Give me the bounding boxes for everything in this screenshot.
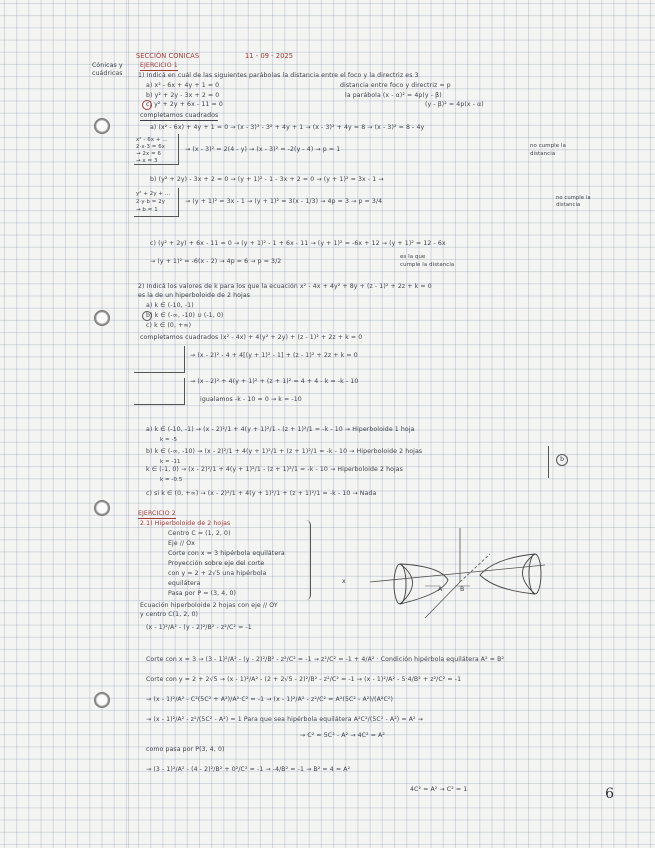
note: la parábola (x - α)² = 4p(y - β)	[345, 92, 442, 99]
side-note: → 2x = 6	[136, 151, 162, 157]
margin-line	[128, 0, 129, 848]
side-note: → x = 3	[136, 158, 158, 164]
margin-note: Cónicas y	[92, 62, 123, 69]
option-selected: b) k ∈ (-∞, -10) ∪ (-1, 0)	[146, 312, 224, 319]
option: c) k ∈ (0, +∞)	[146, 322, 192, 329]
axis-label: x	[342, 578, 346, 585]
question-1: 1) Indicá en cuál de las siguientes parábolas la distancia entre el foco y la directriz es 3	[138, 72, 419, 79]
exercise-2-heading: EJERCICIO 2	[138, 510, 176, 517]
condition: Eje // Ox	[168, 540, 195, 547]
work-line: → (x - 1)²/A² - C²(5C² + A²)/A²·C² = -1 → (x - 1)²/A² - z²/C² = A²(5C² - A²)/(A²C²)	[146, 696, 394, 703]
page-date: 11 - 09 - 2025	[245, 52, 294, 60]
work-line: → (x - 2)² - 4 + 4[(y + 1)² - 1] + (z - 1)² + 2z + k = 0	[190, 352, 358, 359]
side-note: → b = 1	[136, 207, 158, 213]
answer-mark: b	[556, 454, 568, 466]
note: (y - β)² = 4p(x - α)	[425, 101, 484, 108]
item-heading: 2.1) Hiperboloide de 2 hojas	[140, 520, 231, 527]
side-box	[134, 378, 185, 405]
condition: Proyección sobre eje del corte	[168, 560, 265, 567]
selected-circle	[142, 311, 152, 321]
margin-note: cuádricas	[92, 70, 123, 77]
question-2: 2) Indicá los valores de k para los que la ecuación x² - 4x + 4y² + 8y + (z - 1)² + 2z + k = 0	[138, 283, 432, 290]
work-line: c) (y² + 2y) + 6x - 11 = 0 → (y + 1)² - 1 + 6x - 11 → (y + 1)² = -6x + 12 → (y + 1)² = 12 - 6x	[150, 240, 446, 247]
side-note: x² - 6x + ...	[136, 137, 168, 143]
side-note: es la que	[400, 254, 426, 260]
note: distancia entre foco y directriz = p	[340, 82, 451, 89]
option: b) y² + 2y - 3x + 2 = 0	[146, 92, 220, 99]
side-note: no cumple la	[530, 143, 567, 149]
question-2: es la de un hiperboloide de 2 hojas	[138, 292, 251, 299]
side-box	[134, 134, 179, 165]
condition: Centro C = (1, 2, 0)	[168, 530, 231, 537]
work-line: → C² = 5C² - A² → 4C² = A²	[300, 732, 385, 739]
option-selected: c) y² + 2y + 6x - 11 = 0	[146, 101, 223, 108]
case-line: k ∈ (-1, 0) → (x - 2)²/1 + 4(y + 1)²/1 - (z + 1)²/1 = -k - 10 → Hiperboloide 2 hojas	[146, 466, 404, 473]
binder-hole	[94, 500, 110, 516]
work-line: → (x - 1)²/A² - z²/(5C² - A²) = 1 Para que sea hipérbola equilátera A²C²/(5C² - A²) = A² →	[146, 716, 423, 723]
work-line: y centro C(1, 2, 0)	[140, 611, 199, 618]
work-line: igualamos -k - 10 = 0 → k = -10	[200, 396, 302, 403]
side-note: y² + 2y + ...	[136, 191, 171, 197]
case-value: k = -0.5	[160, 477, 183, 483]
condition: equilátera	[168, 580, 201, 587]
hyperboloid-sketch	[330, 520, 560, 630]
case-value: k = -11	[160, 459, 181, 465]
work-line: Corte con x = 3 → (3 - 1)²/A² - (y - 2)²/B² - z²/C² = -1 → z²/C² = -1 + 4/A² · Condición hipérbola equilátera A² = B²	[146, 656, 505, 663]
work-line: → (3 - 1)²/A² - (4 - 2)²/B² + 0²/C² = -1 → -4/B² = -1 → B² = 4 = A²	[146, 766, 351, 773]
point-label: A	[438, 586, 443, 593]
work-line: Corte con y = 2 + 2√5 → (x - 1)²/A² - (2 + 2√5 - 2)²/B² - z²/C² = -1 → (x - 1)²/A² - 5·4/B² + z²/C² = -1	[146, 676, 462, 683]
side-note: 2·x·3 = 6x	[136, 144, 166, 150]
case-value: k = -5	[160, 437, 178, 443]
subheading: completamos cuadrados	[140, 112, 219, 119]
work-line: → (x - 2)² + 4(y + 1)² + (z + 1)² = 4 + 4 - k = -k - 10	[190, 378, 359, 385]
page-number: 6	[605, 786, 614, 802]
work-line: → (y + 1)² = 3x - 1 → (y + 1)² = 3(x - 1/3) → 4p = 3 → p = 3/4	[185, 198, 383, 205]
equation: (x - 1)²/A² - (y - 2)²/B² - z²/C² = -1	[146, 624, 252, 631]
exercise-1-heading: EJERCICIO 1	[140, 62, 178, 69]
condition: Pasa por P = (3, 4, 0)	[168, 590, 237, 597]
binder-hole	[94, 118, 110, 134]
work-line: b) (y² + 2y) - 3x + 2 = 0 → (y + 1)² - 1 - 3x + 2 = 0 → (y + 1)² = 3x - 1 →	[150, 176, 384, 183]
work-line: Ecuación hiperboloide 2 hojas con eje // OY	[140, 602, 278, 609]
side-note: distancia	[530, 151, 556, 157]
binder-hole	[94, 310, 110, 326]
case-line: a) k ∈ (-10, -1) → (x - 2)²/1 + 4(y + 1)²/1 - (z + 1)²/1 = -k - 10 → Hiperboloide 1 hoja	[146, 426, 415, 433]
condition: con y = 2 + 2√5 una hipérbola	[168, 570, 267, 577]
case-line: b) k ∈ (-∞, -10) → (x - 2)²/1 + 4(y + 1)²/1 + (z + 1)²/1 = -k - 10 → Hiperboloide 2 hojas	[146, 448, 423, 455]
page-title: SECCIÓN CONICAS	[136, 52, 200, 60]
condition: Corte con x = 3 hipérbola equilátera	[168, 550, 285, 557]
side-box	[134, 188, 179, 217]
work-line: → (x - 3)² = 2(4 - y) → (x - 3)² = -2(y - 4) → p = 1	[185, 146, 341, 153]
brace	[306, 520, 311, 600]
work-line: como pasa por P(3, 4, 0)	[146, 746, 225, 753]
case-line: c) si k ∈ (0, +∞) → (x - 2)²/1 + 4(y + 1)²/1 + (z + 1)²/1 = -k - 10 → Nada	[146, 490, 377, 497]
work-line: → (y + 1)² = -6(x - 2) → 4p = 6 → p = 3/2	[150, 258, 282, 265]
work-line: 4C² = A² → C² = 1	[410, 786, 468, 793]
brace	[548, 446, 551, 478]
option: a) x² - 6x + 4y + 1 = 0	[146, 82, 220, 89]
side-box	[134, 346, 185, 373]
side-note: cumple la distancia	[400, 262, 455, 268]
side-note: distancia	[556, 202, 581, 208]
subheading: completamos cuadrados (x² - 4x) + 4(y² + 2y) + (z - 1)² + 2z + k = 0	[140, 334, 363, 341]
work-line: a) (x² - 6x) + 4y + 1 = 0 → (x - 3)² - 3² + 4y + 1 → (x - 3)² + 4y = 8 → (x - 3)² = 8 - 4y	[150, 124, 425, 131]
side-note: no cumple la	[556, 195, 591, 201]
binder-hole	[94, 692, 110, 708]
side-note: 2·y·b = 2y	[136, 199, 166, 205]
selected-circle	[142, 100, 152, 110]
option: a) k ∈ (-10, -1)	[146, 302, 194, 309]
point-label: B	[460, 586, 465, 593]
